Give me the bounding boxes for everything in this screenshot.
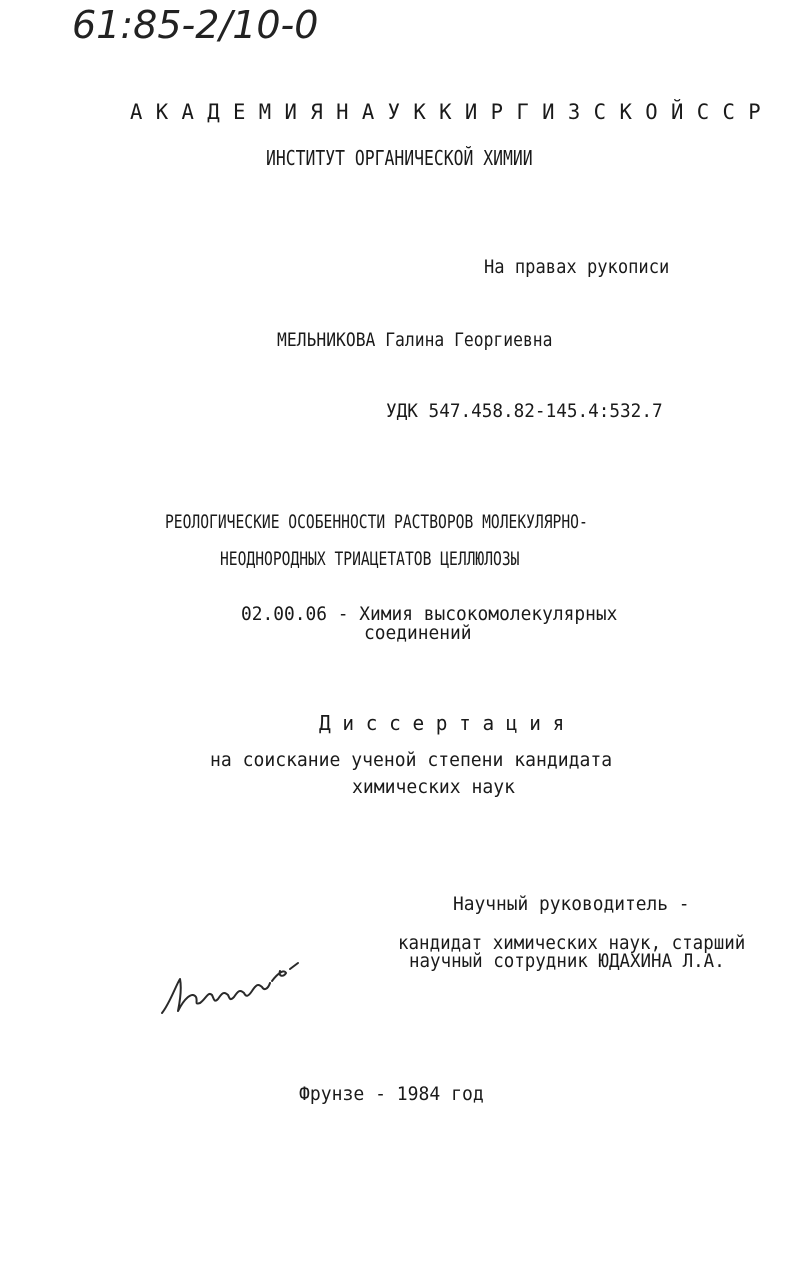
degree-line-1: на соискание ученой степени кандидата (210, 749, 613, 771)
author-name: МЕЛЬНИКОВА Галина Георгиевна (277, 329, 553, 351)
supervisor-line-2: научный сотрудник ЮДАХИНА Л.А. (409, 950, 725, 972)
dissertation-title-line-1: РЕОЛОГИЧЕСКИЕ ОСОБЕННОСТИ РАСТВОРОВ МОЛЕКУЛЯРНО- (165, 511, 588, 533)
specialty-line-2: соединений (364, 622, 472, 644)
specialty-line-1: 02.00.06 - Химия высокомолекулярных (241, 603, 618, 625)
place-and-year: Фрунзе - 1984 год (299, 1083, 484, 1105)
degree-line-2: химических наук (352, 776, 516, 798)
dissertation-title-line-2: НЕОДНОРОДНЫХ ТРИАЦЕТАТОВ ЦЕЛЛЮЛОЗЫ (220, 548, 520, 570)
supervisor-label: Научный руководитель - (453, 893, 690, 915)
academy-name: А К А Д Е М И Я Н А У К К И Р Г И З С К О Й С С Р (130, 100, 762, 124)
udc-code: УДК 547.458.82-145.4:532.7 (386, 400, 663, 422)
handwritten-signature (158, 955, 308, 1020)
dissertation-heading: Д и с с е р т а ц и я (319, 711, 565, 735)
rights-note: На правах рукописи (484, 256, 670, 278)
supervisor-line-1: кандидат химических наук, старший (398, 932, 746, 954)
institute-name: ИНСТИТУТ ОРГАНИЧЕСКОЙ ХИМИИ (266, 146, 533, 170)
archive-number: 61:85-2/10-0 (72, 3, 319, 47)
